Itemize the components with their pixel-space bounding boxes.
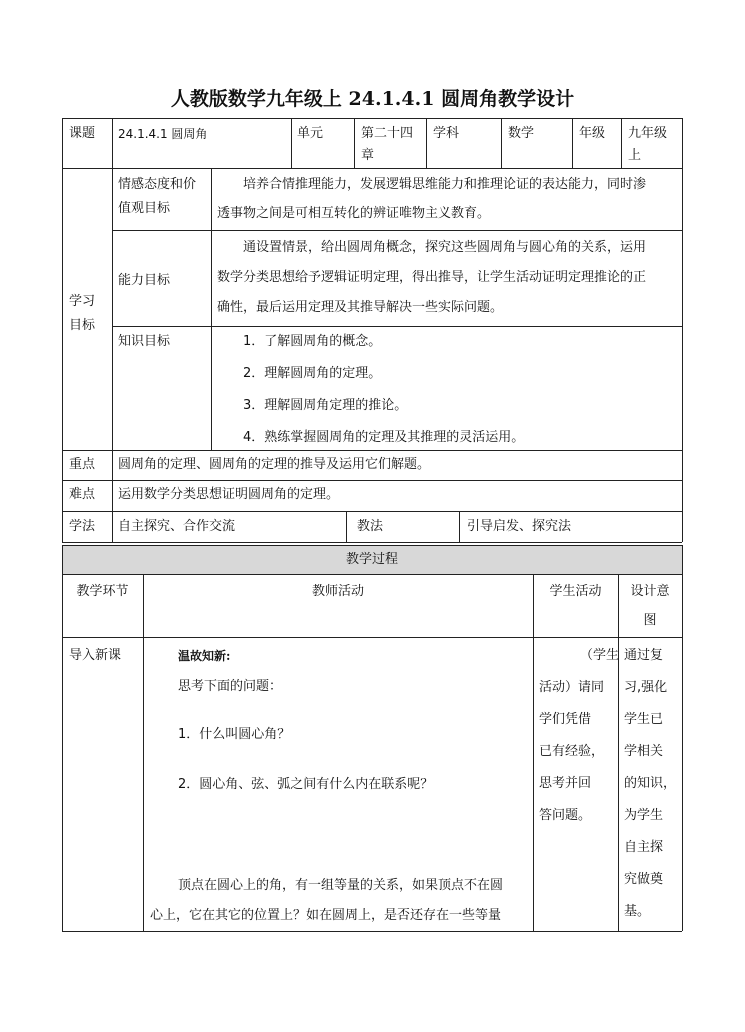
- unit-value: 第二十四: [361, 126, 414, 141]
- student-activity-line: 思考并回: [539, 776, 592, 791]
- unit-value-cont: 章: [361, 148, 375, 163]
- teacher-prompt: 思考下面的问题：: [178, 679, 283, 694]
- subject-value: 数学: [508, 126, 535, 141]
- page-title: 人教版数学九年级上 24.1.4.1 圆周角教学设计: [170, 88, 575, 110]
- knowledge-item: 1．了解圆周角的概念。: [243, 334, 382, 349]
- study-method-label: 学法: [69, 519, 96, 534]
- grade-value: 九年级: [628, 126, 668, 141]
- emotion-goal-text: 培养合情推理能力，发展逻辑思维能力和推理论证的表达能力，同时渗: [243, 177, 647, 192]
- goals-label-cont: 目标: [69, 318, 96, 333]
- col-design-cont: 图: [643, 613, 657, 628]
- ability-goal-label: 能力目标: [118, 273, 171, 288]
- student-activity-line: （学生: [580, 648, 620, 663]
- grade-label: 年级: [579, 126, 606, 141]
- study-method-value: 自主探究、合作交流: [118, 519, 236, 534]
- course-value: 24.1.4.1 圆周角: [118, 127, 208, 141]
- design-intent-line: 习,强化: [624, 680, 668, 695]
- key-point-label: 重点: [69, 457, 96, 472]
- student-activity-line: 活动）请同: [539, 680, 605, 695]
- design-intent-line: 自主探: [624, 840, 664, 855]
- ability-goal-text-3: 确性，最后运用定理及其推导解决一些实际问题。: [217, 300, 504, 315]
- review-heading: 温故知新:: [178, 649, 231, 663]
- ability-goal-text: 通设置情景，给出圆周角概念，探究这些圆周角与圆心角的关系，运用: [243, 240, 647, 255]
- knowledge-item: 3．理解圆周角定理的推论。: [243, 398, 408, 413]
- teach-method-value: 引导启发、探究法: [467, 519, 572, 534]
- process-title: 教学过程: [345, 552, 398, 567]
- design-intent-line: 基。: [624, 904, 651, 919]
- teach-method-label: 教法: [357, 519, 384, 534]
- design-intent-line: 为学生: [624, 808, 664, 823]
- ability-goal-text-2: 数学分类思想给予逻辑证明定理，得出推导，让学生活动证明定理推论的正: [217, 270, 647, 285]
- goals-label: 学习: [69, 294, 96, 309]
- col-student: 学生活动: [549, 584, 602, 599]
- col-teacher: 教师活动: [311, 584, 364, 599]
- design-intent-line: 的知识，: [624, 776, 677, 791]
- design-intent-line: 通过复: [624, 648, 664, 663]
- teacher-paragraph: 顶点在圆心上的角，有一组等量的关系，如果顶点不在圆: [178, 878, 504, 893]
- grade-value-cont: 上: [628, 148, 642, 163]
- emotion-goal-text-cont: 透事物之间是可相互转化的辨证唯物主义教育。: [217, 206, 491, 221]
- col-stage: 教学环节: [76, 584, 129, 599]
- emotion-goal-label: 情感态度和价: [118, 177, 197, 192]
- teacher-question: 1．什么叫圆心角？: [178, 727, 291, 742]
- difficulty-label: 难点: [69, 487, 96, 502]
- key-point-text: 圆周角的定理、圆周角的定理的推导及运用它们解题。: [118, 457, 431, 472]
- knowledge-item: 4．熟练掌握圆周角的定理及其推理的灵活运用。: [243, 430, 525, 445]
- unit-label: 单元: [297, 126, 324, 141]
- stage-cell: 导入新课: [69, 648, 122, 663]
- emotion-goal-label-cont: 值观目标: [118, 201, 171, 216]
- student-activity-line: 答问题。: [539, 808, 592, 823]
- subject-label: 学科: [433, 126, 460, 141]
- student-activity-line: 已有经验，: [539, 744, 605, 759]
- difficulty-text: 运用数学分类思想证明圆周角的定理。: [118, 487, 340, 502]
- design-intent-line: 究做奠: [624, 872, 664, 887]
- student-activity-line: 学们凭借: [539, 712, 592, 727]
- design-intent-line: 学生已: [624, 712, 664, 727]
- knowledge-item: 2．理解圆周角的定理。: [243, 366, 382, 381]
- design-intent-line: 学相关: [624, 744, 664, 759]
- knowledge-goal-label: 知识目标: [118, 334, 171, 349]
- teacher-paragraph-cont: 心上，它在其它的位置上？如在圆周上，是否还存在一些等量: [150, 908, 502, 923]
- col-design: 设计意: [630, 584, 670, 599]
- teacher-question: 2．圆心角、弦、弧之间有什么内在联系呢？: [178, 777, 434, 792]
- course-label: 课题: [69, 126, 96, 141]
